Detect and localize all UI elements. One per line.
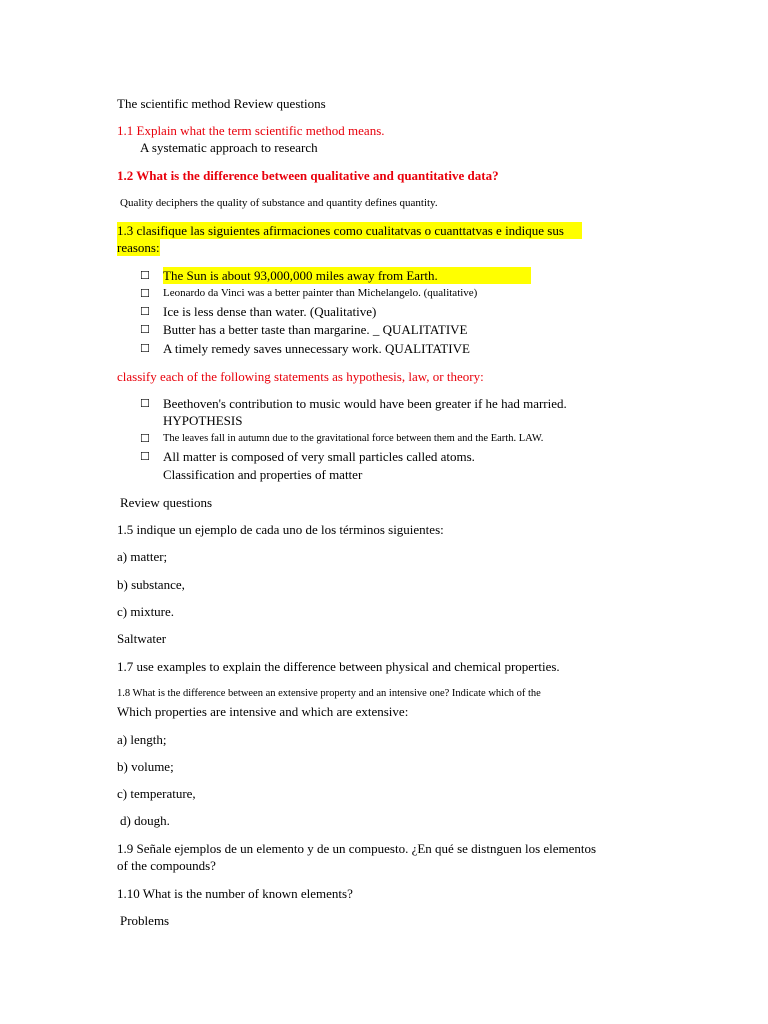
question-1-8-d: d) dough. [120,813,170,828]
list-item-continuation: Classification and properties of matter [163,467,363,482]
question-1-8-line2: Which properties are intensive and which are extensive: [117,704,409,719]
list-item: The Sun is about 93,000,000 miles away from Earth. [163,267,531,284]
classify-heading: classify each of the following statements as hypothesis, law, or theory: [117,369,484,384]
list-item: Butter has a better taste than margarine. _ QUALITATIVE [163,322,468,337]
list-item: The leaves fall in autumn due to the gravitational force between them and the Earth. LAW. [163,433,544,444]
bullet-box-icon: ☐ [140,432,150,445]
question-1-8-a: a) length; [117,732,167,747]
question-1-2: 1.2 What is the difference between qualitative and quantitative data? [117,168,499,183]
list-item: All matter is composed of very small particles called atoms. [163,449,475,464]
question-1-9-line1: 1.9 Señale ejemplos de un elemento y de un compuesto. ¿En qué se distnguen los elementos [117,841,597,856]
question-1-3-line2: reasons: [117,240,160,255]
question-1-5-c: c) mixture. [117,604,175,619]
bullet-box-icon: ☐ [140,450,150,463]
bullet-box-icon: ☐ [140,323,150,336]
bullet-box-icon: ☐ [140,397,150,410]
document-title: The scientific method Review questions [117,96,326,111]
question-1-5: 1.5 indique un ejemplo de cada uno de los términos siguientes: [117,522,444,537]
review-heading: Review questions [120,495,213,510]
question-1-3-line1: 1.3 clasifique las siguientes afirmaciones como cualitatvas o cuanttatvas e indique sus [117,222,582,239]
question-1-5-b: b) substance, [117,577,185,592]
question-1-5-a: a) matter; [117,549,168,564]
list-item-continuation: HYPOTHESIS [163,413,243,428]
question-1-10: 1.10 What is the number of known elements? [117,886,353,901]
question-1-8-c: c) temperature, [117,786,196,801]
question-1-7: 1.7 use examples to explain the difference between physical and chemical properties. [117,659,560,674]
list-item: Beethoven's contribution to music would have been greater if he had married. [163,396,567,411]
bullet-box-icon: ☐ [140,269,150,282]
problems-heading: Problems [120,913,170,928]
list-item: Leonardo da Vinci was a better painter than Michelangelo. (qualitative) [163,287,478,299]
bullet-box-icon: ☐ [140,305,150,318]
list-item: A timely remedy saves unnecessary work. QUALITATIVE [163,341,470,356]
answer-saltwater: Saltwater [117,631,167,646]
question-1-9-line2: of the compounds? [117,858,216,873]
question-1-8-line1: 1.8 What is the difference between an extensive property and an intensive one? Indicate which of the [117,688,541,699]
answer-1-1: A systematic approach to research [140,140,318,155]
bullet-box-icon: ☐ [140,342,150,355]
list-item: Ice is less dense than water. (Qualitative) [163,304,377,319]
answer-1-2: Quality deciphers the quality of substance and quantity defines quantity. [120,197,438,209]
question-1-1: 1.1 Explain what the term scientific method means. [117,123,385,138]
question-1-8-b: b) volume; [117,759,174,774]
bullet-box-icon: ☐ [140,287,150,300]
